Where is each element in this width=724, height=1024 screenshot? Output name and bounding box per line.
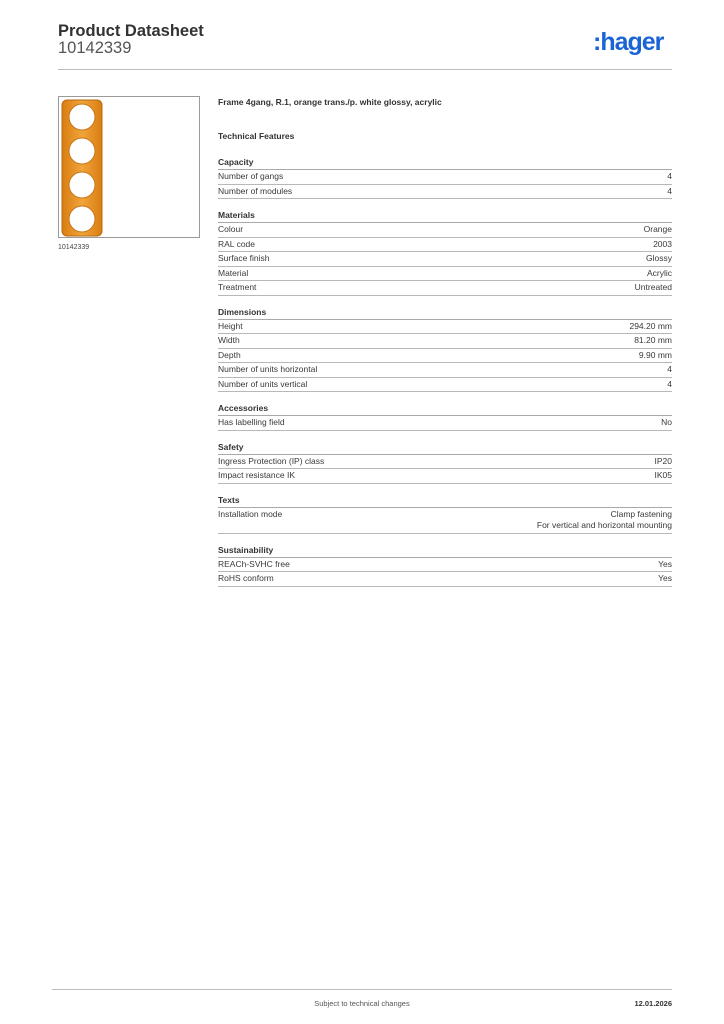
spec-label: RoHS conform	[218, 573, 274, 583]
spec-label: Number of units vertical	[218, 378, 308, 389]
spec-value: Untreated	[634, 282, 672, 292]
section-heading: Capacity	[218, 156, 672, 170]
product-number: 10142339	[58, 39, 132, 57]
technical-features-title: Technical Features	[218, 131, 295, 141]
spec-value: Yes	[658, 573, 672, 583]
spec-value: 9.90 mm	[638, 349, 672, 360]
spec-value: 4	[667, 378, 672, 389]
spec-label: Number of gangs	[218, 171, 284, 181]
section-safety	[218, 441, 672, 484]
spec-row	[218, 469, 672, 484]
spec-row	[218, 416, 672, 431]
footer-divider	[52, 989, 672, 990]
section-heading: Sustainability	[218, 544, 672, 558]
gang-opening-2	[69, 138, 95, 164]
spec-value: 4	[667, 364, 672, 374]
spec-value: 4	[667, 185, 672, 196]
spec-row	[218, 334, 672, 349]
section-heading: Dimensions	[218, 306, 672, 320]
spec-row	[218, 320, 672, 335]
spec-label: Ingress Protection (IP) class	[218, 455, 325, 466]
spec-label: Width	[218, 335, 240, 345]
section-sustainability	[218, 544, 672, 587]
spec-row	[218, 267, 672, 282]
technical-content	[218, 96, 672, 597]
spec-value: 2003	[653, 238, 672, 249]
spec-value: Clamp fastening	[610, 508, 672, 519]
spec-label: Colour	[218, 224, 244, 234]
section-texts	[218, 494, 672, 534]
spec-value: IK05	[654, 470, 672, 480]
spec-label: Height	[218, 320, 243, 331]
spec-value: For vertical and horizontal mounting	[536, 520, 672, 530]
section-heading: Accessories	[218, 402, 672, 416]
spec-label: Number of modules	[218, 185, 293, 196]
spec-row	[218, 349, 672, 364]
spec-value: Orange	[643, 224, 672, 234]
spec-row	[218, 170, 672, 185]
spec-row	[218, 363, 672, 378]
gang-opening-4	[69, 206, 95, 232]
spec-row	[218, 455, 672, 470]
header-divider	[58, 69, 672, 70]
spec-row	[218, 223, 672, 238]
spec-row	[218, 281, 672, 296]
spec-label: Surface finish	[218, 253, 270, 263]
spec-label: Installation mode	[218, 508, 283, 519]
spec-row	[218, 252, 672, 267]
spec-label: Depth	[218, 349, 241, 360]
spec-value: Glossy	[646, 253, 672, 263]
spec-value-multiline	[537, 509, 672, 532]
spec-label: RAL code	[218, 238, 256, 249]
spec-row	[218, 508, 672, 534]
spec-value: 294.20 mm	[629, 320, 672, 331]
footer-note: Subject to technical changes	[314, 999, 410, 1008]
spec-label: Treatment	[218, 282, 257, 292]
section-capacity	[218, 156, 672, 199]
section-heading: Safety	[218, 441, 672, 455]
hager-logo	[593, 27, 675, 57]
spec-row	[218, 378, 672, 393]
spec-value: IP20	[654, 455, 672, 466]
footer-date: 12.01.2026	[634, 999, 672, 1008]
gang-opening-1	[69, 104, 95, 130]
spec-label: REACh-SVHC free	[218, 558, 290, 569]
spec-value: No	[661, 417, 672, 427]
section-dimensions	[218, 306, 672, 393]
frame-4gang-image	[59, 97, 199, 237]
spec-label: Impact resistance IK	[218, 470, 296, 480]
gang-opening-3	[69, 172, 95, 198]
spec-value: Acrylic	[646, 267, 672, 278]
section-heading: Materials	[218, 209, 672, 223]
spec-row	[218, 558, 672, 573]
spec-value: Yes	[658, 558, 672, 569]
spec-row	[218, 238, 672, 253]
page-title: Product Datasheet	[58, 22, 204, 40]
spec-label: Has labelling field	[218, 417, 285, 427]
spec-label: Material	[218, 267, 249, 278]
spec-row	[218, 572, 672, 587]
spec-value: 81.20 mm	[634, 335, 672, 345]
section-materials	[218, 209, 672, 296]
product-image	[58, 96, 200, 238]
spec-row	[218, 185, 672, 200]
section-heading: Texts	[218, 494, 672, 508]
product-description: Frame 4gang, R.1, orange trans./p. white glossy, acrylic	[218, 97, 442, 107]
spec-label: Number of units horizontal	[218, 364, 318, 374]
image-caption: 10142339	[58, 244, 90, 251]
section-accessories	[218, 402, 672, 431]
spec-value: 4	[667, 171, 672, 181]
logo-text: :hager	[593, 28, 664, 56]
